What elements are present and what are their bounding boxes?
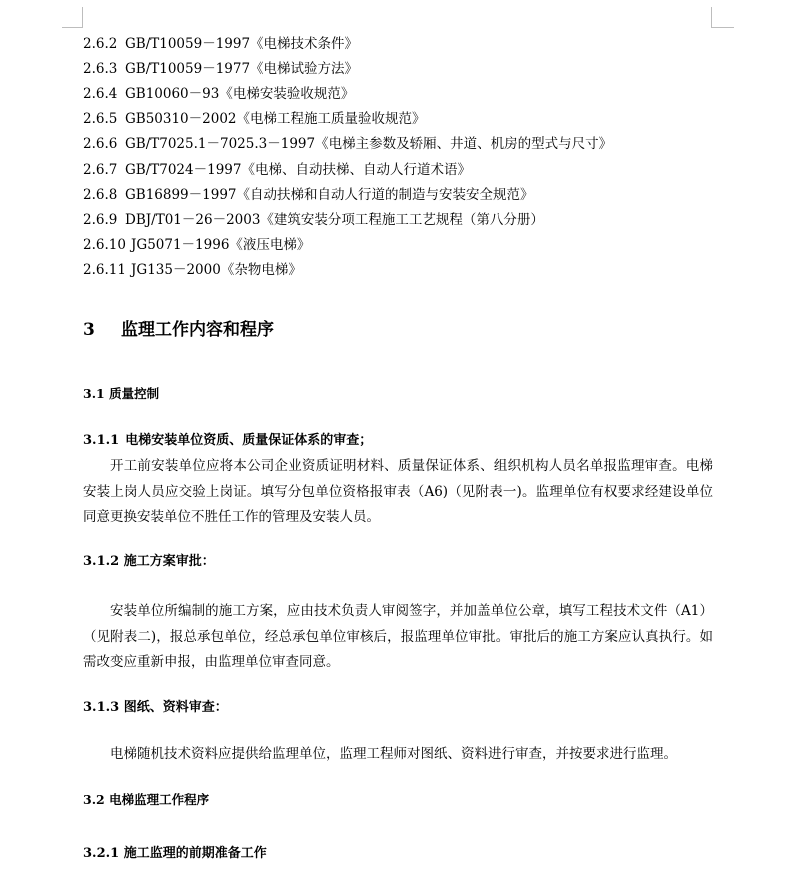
subsection-number: 3.1.1 [83,433,120,448]
reference-text: GB/T10059－1997《电梯技术条件》 [125,36,359,52]
reference-item [83,85,354,103]
paragraph-3-1-2: 安装单位所编制的施工方案，应由技术负责人审阅签字，并加盖单位公章，填写工程技术文件（A1）（见附表二)，报总承包单位，经总承包单位审核后，报监理单位审批。审批后的施工方案应认真执行。如需改变应重新申报，由监理单位审查同意。 [83,603,713,670]
section-number: 3 [83,320,95,340]
reference-item [83,60,358,78]
paragraph-3-1-1: 开工前安装单位应将本公司企业资质证明材料、质量保证体系、组织机构人员名单报监理审查。电梯安装上岗人员应交验上岗证。填写分包单位资格报审表（A6)（见附表一)。监理单位有权要求经建设单位同意更换安装单位不胜任工作的管理及安装人员。 [83,458,713,525]
reference-item [83,161,471,179]
reference-text: GB16899－1997《自动扶梯和自动人行道的制造与安装安全规范》 [125,187,534,203]
page-corner-mark-left [62,7,83,28]
reference-text: GB/T7024－1997《电梯、自动扶梯、自动人行道术语》 [125,162,471,178]
subsection-heading-3-2: 3.2 电梯监理工作程序 [83,792,210,807]
reference-number: 2.6.11 [83,262,126,278]
reference-number: 2.6.6 [83,136,118,152]
section-heading-3 [83,319,274,341]
reference-item [83,35,358,53]
reference-text: JG5071－1996《液压电梯》 [131,237,311,253]
reference-text: GB50310－2002《电梯工程施工质量验收规范》 [125,111,426,127]
reference-text: JG135－2000《杂物电梯》 [131,262,302,278]
section-title: 监理工作内容和程序 [121,320,274,340]
subsection-heading-3-1: 3.1 质量控制 [83,386,160,401]
reference-item [83,186,534,204]
subsection-heading-3-1-1 [83,432,372,450]
reference-text: GB/T7025.1－7025.3－1997《电梯主参数及轿厢、井道、机房的型式与尺寸》 [125,136,613,152]
reference-item [83,236,310,254]
reference-text: DBJ/T01－26－2003《建筑安装分项工程施工工艺规程（第八分册） [125,212,544,228]
reference-number: 2.6.7 [83,162,118,178]
reference-item [83,110,426,128]
reference-text: GB10060－93《电梯安装验收规范》 [125,86,355,102]
reference-number: 2.6.9 [83,212,118,228]
paragraph-3-1-3: 电梯随机技术资料应提供给监理单位，监理工程师对图纸、资料进行审查，并按要求进行监理。 [110,746,677,762]
reference-item [83,135,612,153]
reference-item [83,211,544,229]
reference-number: 2.6.10 [83,237,126,253]
subsection-heading-3-2-1: 3.2.1 施工监理的前期准备工作 [83,846,267,861]
reference-item [83,261,302,279]
reference-number: 2.6.4 [83,86,118,102]
reference-number: 2.6.5 [83,111,118,127]
subsection-title: 电梯安装单位资质、质量保证体系的审查； [125,433,373,448]
reference-number: 2.6.2 [83,36,118,52]
reference-number: 2.6.8 [83,187,118,203]
subsection-heading-3-1-3: 3.1.3 图纸、资料审查： [83,700,228,715]
reference-number: 2.6.3 [83,61,118,77]
subsection-heading-3-1-2: 3.1.2 施工方案审批： [83,554,215,569]
reference-text: GB/T10059－1977《电梯试验方法》 [125,61,359,77]
page-corner-mark-right [711,7,734,28]
